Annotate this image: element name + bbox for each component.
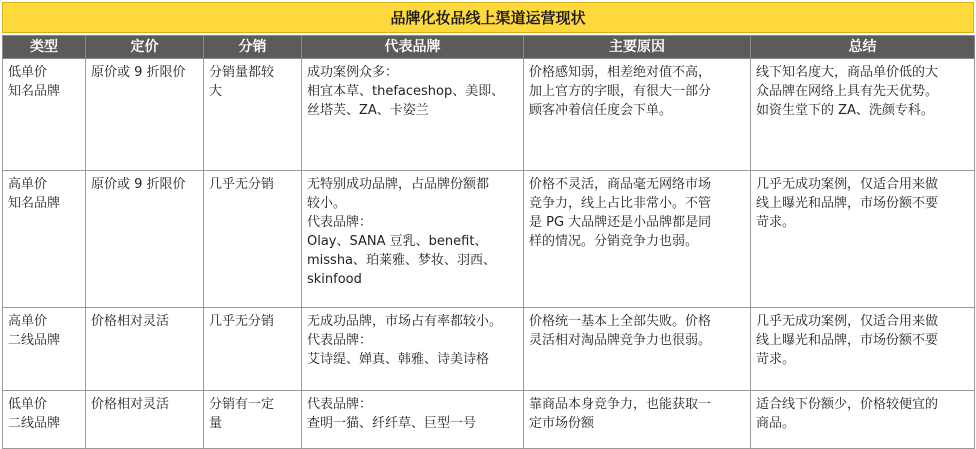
cell-brands — [302, 391, 524, 449]
cell-brands — [302, 308, 524, 391]
cell-text-line: 顾客冲着信任度会下单。 — [529, 103, 673, 118]
cell-price — [86, 308, 204, 391]
cell-text-line: 靠商品本身竞争力，也能获取一 — [529, 397, 712, 412]
cell-type — [3, 59, 86, 171]
cell-text-line: 原价或 9 折限价 — [91, 65, 186, 80]
cell-summary — [751, 59, 975, 171]
cell-type — [3, 308, 86, 391]
cell-text-line: 知名品牌 — [8, 84, 61, 99]
cell-summary — [751, 308, 975, 391]
cell-text-line: 价格相对灵活 — [91, 397, 170, 412]
header-brands: 代表品牌 — [302, 36, 524, 59]
cell-text-line: 高单价 — [8, 314, 48, 329]
table-row — [3, 59, 975, 171]
cell-summary — [751, 391, 975, 449]
cell-text-line: 几乎无分销 — [209, 177, 275, 192]
cell-text-line: 查明一猫、纤纤草、巨型一号 — [307, 416, 477, 431]
cell-text-line: 代表品牌： — [307, 333, 373, 348]
table-row — [3, 171, 975, 308]
cell-summary — [751, 171, 975, 308]
cell-reason — [524, 308, 751, 391]
cell-text-line: 丝塔芙、ZA、卡姿兰 — [307, 103, 429, 118]
cell-text-line: 几乎无成功案例，仅适合用来做 — [756, 314, 939, 329]
cell-text-line: 定市场份额 — [529, 416, 595, 431]
cell-price — [86, 391, 204, 449]
cell-text-line: 竞争力，线上占比非常小。不管 — [529, 196, 712, 211]
cell-text-line: Olay、SANA 豆乳、benefit、 — [307, 234, 488, 249]
cell-text-line: skinfood — [307, 272, 362, 287]
cell-text-line: 高单价 — [8, 177, 48, 192]
cell-distribution — [204, 59, 302, 171]
cell-text-line: 代表品牌： — [307, 397, 373, 412]
table-row — [3, 391, 975, 449]
cell-price — [86, 171, 204, 308]
header-type: 类型 — [3, 36, 86, 59]
cell-text-line: missha、珀莱雅、梦妆、羽西、 — [307, 253, 497, 268]
cell-text-line: 低单价 — [8, 397, 48, 412]
cell-text-line: 分销量都较 — [209, 65, 275, 80]
cell-text-line: 灵活相对淘品牌竞争力也很弱。 — [529, 333, 712, 348]
document — [2, 2, 974, 431]
cell-distribution — [204, 391, 302, 449]
table-row — [3, 308, 975, 391]
cell-text-line: 线下知名度大，商品单价低的大 — [756, 65, 939, 80]
header-distribution: 分销 — [204, 36, 302, 59]
cell-reason — [524, 171, 751, 308]
cell-reason — [524, 59, 751, 171]
cell-text-line: 价格统一基本上全部失败。价格 — [529, 314, 712, 329]
cell-text-line: 成功案例众多： — [307, 65, 399, 80]
cell-text-line: 相宜本草、thefaceshop、美即、 — [307, 84, 505, 99]
cell-text-line: 分销有一定 — [209, 397, 275, 412]
header-row — [3, 36, 975, 59]
cell-text-line: 价格感知弱，相差绝对值不高， — [529, 65, 712, 80]
cell-brands — [302, 171, 524, 308]
cell-distribution — [204, 171, 302, 308]
cell-reason — [524, 391, 751, 449]
cell-text-line: 样的情况。分销竞争力也弱。 — [529, 234, 699, 249]
cell-text-line: 是 PG 大品牌还是小品牌都是同 — [529, 215, 712, 230]
cell-text-line: 苛求。 — [756, 352, 796, 367]
status-table — [2, 35, 975, 449]
cell-text-line: 苛求。 — [756, 215, 796, 230]
cell-type — [3, 391, 86, 449]
cell-text-line: 加上官方的字眼，有很大一部分 — [529, 84, 712, 99]
cell-text-line: 无特别成功品牌，占品牌份额都 — [307, 177, 490, 192]
cell-text-line: 艾诗缇、婵真、韩雅、诗美诗格 — [307, 352, 490, 367]
cell-text-line: 大 — [209, 84, 223, 99]
cell-text-line: 代表品牌： — [307, 215, 373, 230]
cell-text-line: 无成功品牌，市场占有率都较小。 — [307, 314, 503, 329]
cell-type — [3, 171, 86, 308]
cell-text-line: 二线品牌 — [8, 416, 61, 431]
cell-text-line: 几乎无成功案例，仅适合用来做 — [756, 177, 939, 192]
cell-text-line: 适合线下份额少，价格较便宜的 — [756, 397, 939, 412]
cell-text-line: 众品牌在网络上具有先天优势。 — [756, 84, 939, 99]
cell-text-line: 几乎无分销 — [209, 314, 275, 329]
cell-text-line: 线上曝光和品牌，市场份额不要 — [756, 196, 939, 211]
table-title: 品牌化妆品线上渠道运营现状 — [2, 2, 974, 33]
cell-text-line: 二线品牌 — [8, 333, 61, 348]
cell-text-line: 低单价 — [8, 65, 48, 80]
cell-text-line: 商品。 — [756, 416, 796, 431]
cell-text-line: 量 — [209, 416, 223, 431]
cell-text-line: 原价或 9 折限价 — [91, 177, 186, 192]
cell-text-line: 知名品牌 — [8, 196, 61, 211]
header-summary: 总结 — [751, 36, 975, 59]
cell-text-line: 线上曝光和品牌，市场份额不要 — [756, 333, 939, 348]
cell-text-line: 价格不灵活，商品毫无网络市场 — [529, 177, 712, 192]
cell-brands — [302, 59, 524, 171]
cell-price — [86, 59, 204, 171]
header-reason: 主要原因 — [524, 36, 751, 59]
cell-text-line: 如资生堂下的 ZA、洗颜专科。 — [756, 103, 934, 118]
header-price: 定价 — [86, 36, 204, 59]
cell-distribution — [204, 308, 302, 391]
cell-text-line: 价格相对灵活 — [91, 314, 170, 329]
cell-text-line: 较小。 — [307, 196, 347, 211]
